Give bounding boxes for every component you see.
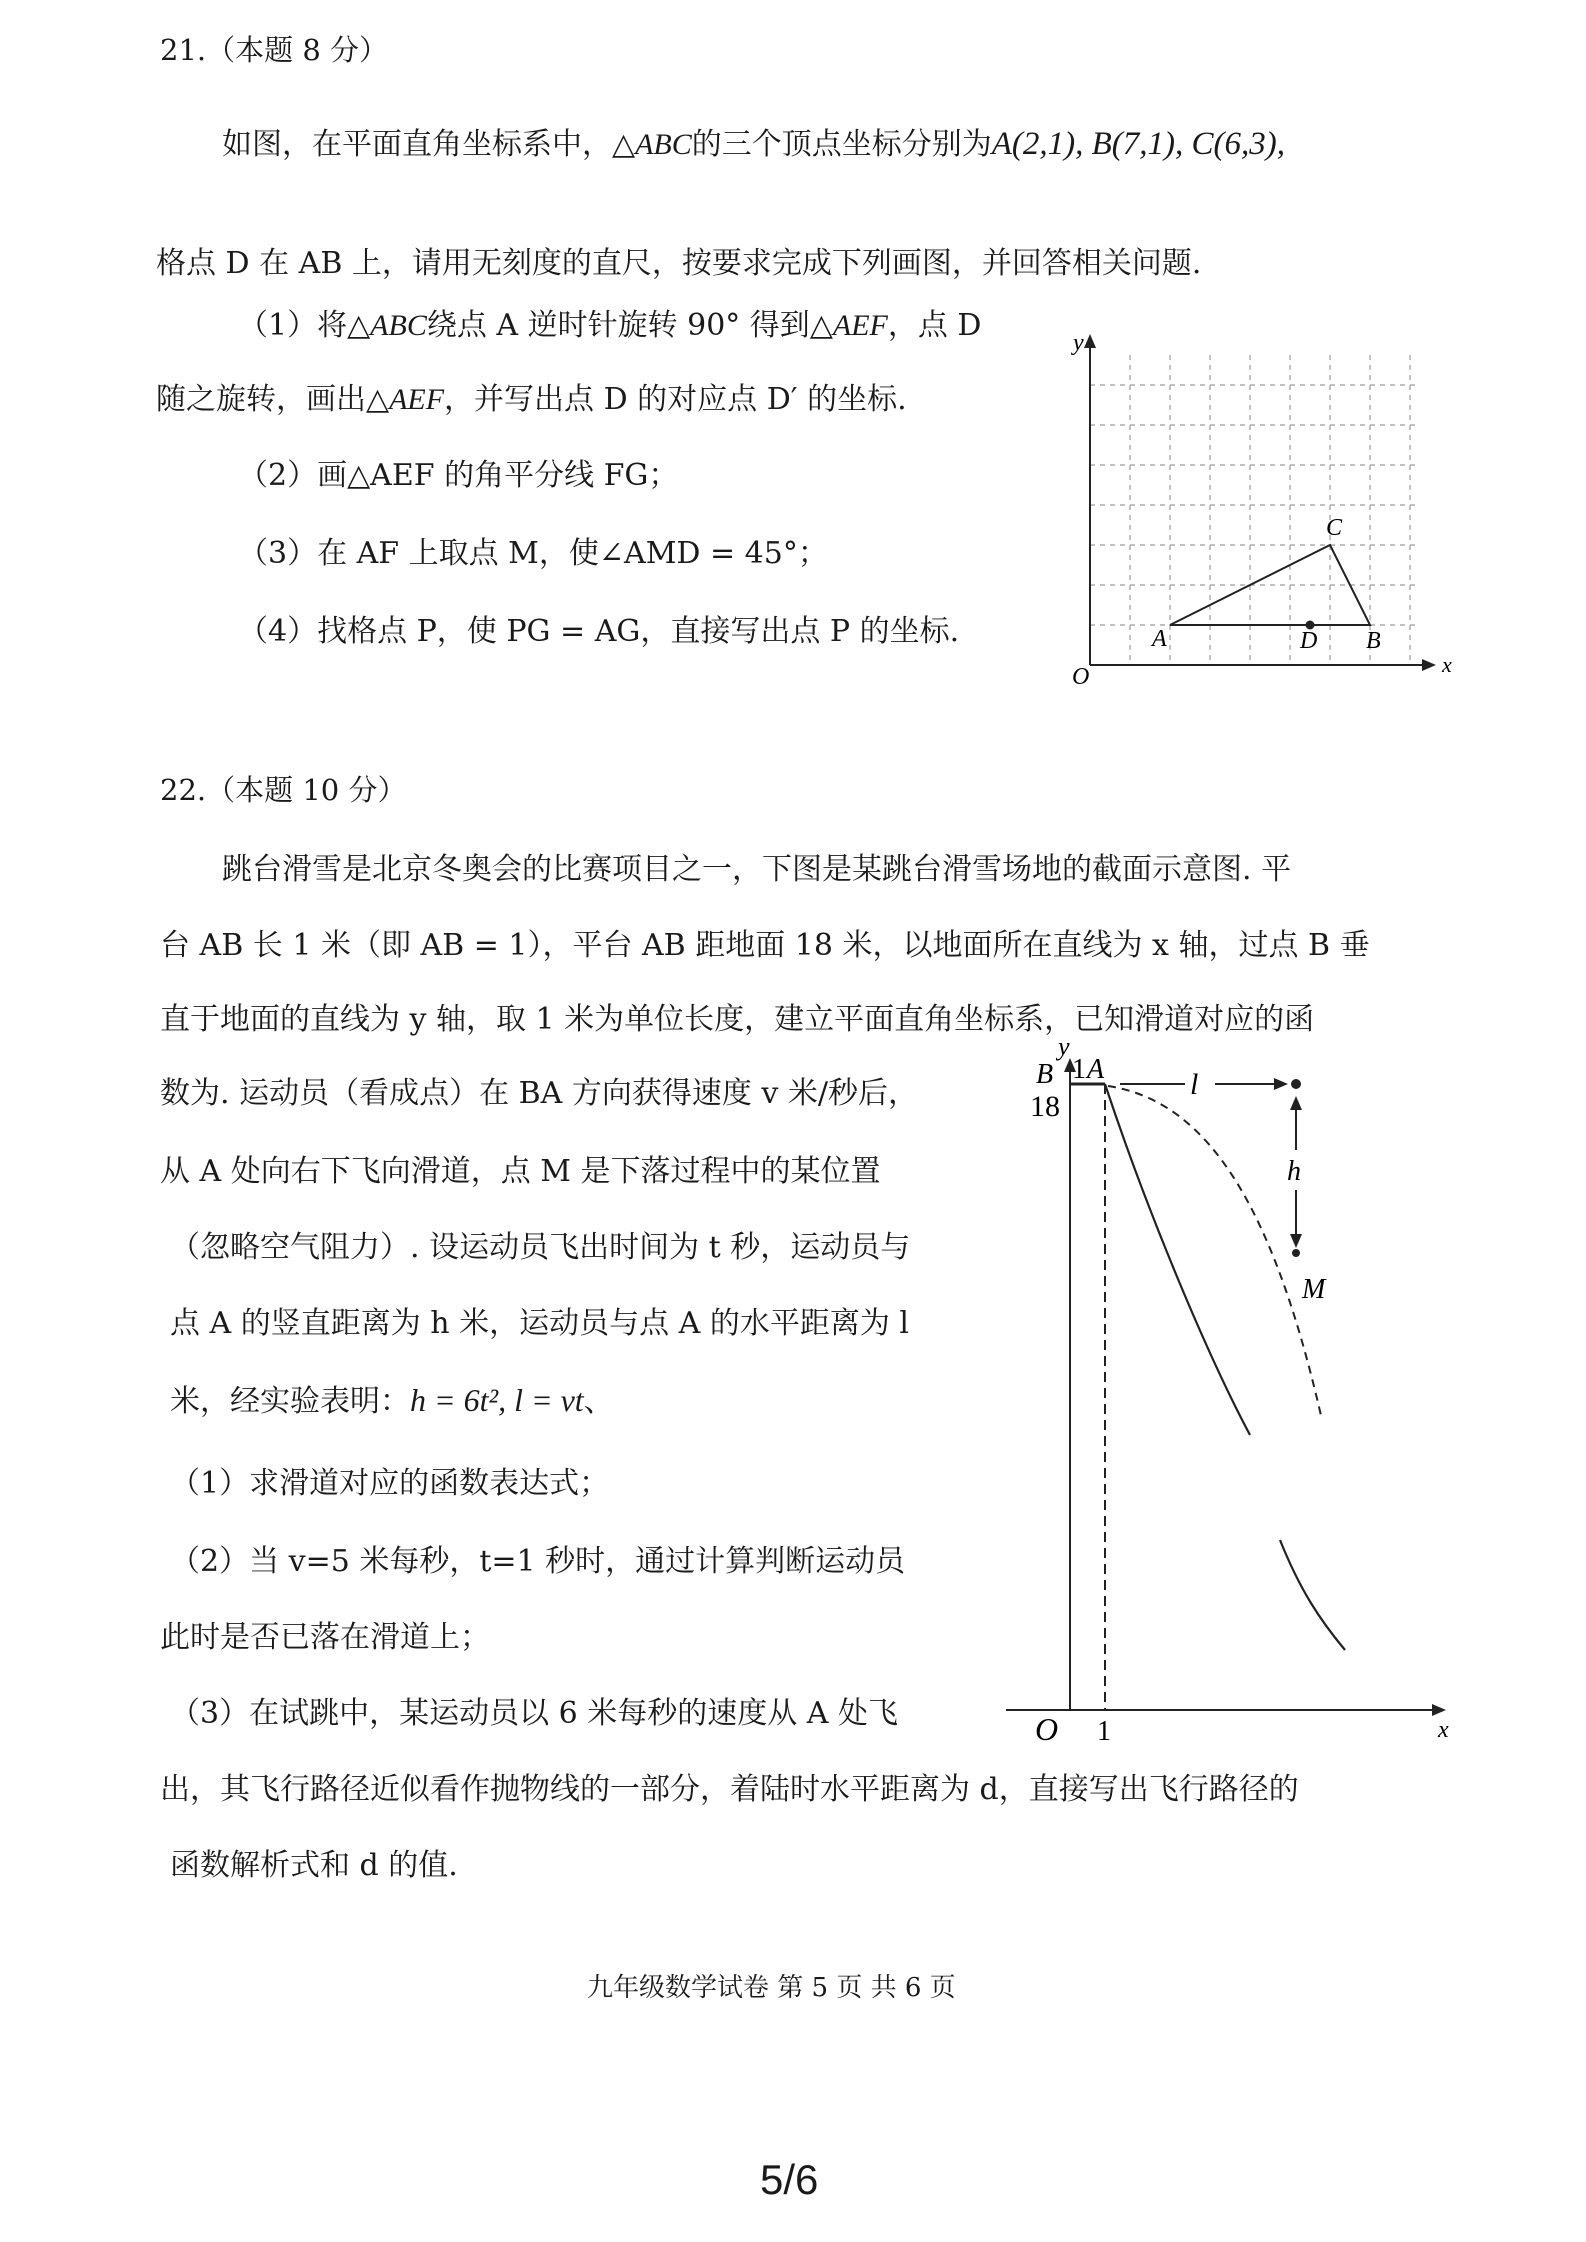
q21-label-d: D (1300, 628, 1318, 654)
q22-point-m (1292, 1249, 1300, 1257)
q22-line3: 直于地面的直线为 y 轴，取 1 米为单位长度，建立平面直角坐标系，已知滑道对应的函 (160, 1002, 1315, 1037)
q22-slide-curve (1105, 1084, 1250, 1435)
q22-label-a: A (1087, 1054, 1105, 1085)
q22-x-arrow-icon (1432, 1704, 1446, 1716)
q21-part1-line1 (238, 306, 981, 346)
q22-label-eighteen: 18 (1030, 1090, 1060, 1123)
q22-line5: 从 A 处向右下飞向滑道，点 M 是下落过程中的某位置 (160, 1154, 881, 1189)
q22-line1: 跳台滑雪是北京冬奥会的比赛项目之一，下图是某跳台滑雪场地的截面示意图. 平 (222, 852, 1292, 887)
q21-intro-line1 (222, 124, 1285, 165)
q21-part1-l2-triangle: △AEF (366, 383, 445, 416)
q21-part1-l2-text: 随之旋转，画出 (156, 382, 366, 417)
q22-line8 (170, 1380, 614, 1422)
q22-sub3-line1: （3）在试跳中，某运动员以 6 米每秒的速度从 A 处飞 (170, 1696, 898, 1731)
q21-y-label: y (1073, 330, 1084, 356)
q22-label-one-axis: 1 (1097, 1716, 1111, 1747)
q22-label-one-top: 1 (1072, 1054, 1086, 1085)
q22-sub3-line3: 函数解析式和 d 的值. (170, 1848, 458, 1883)
q21-y-arrow-icon (1084, 334, 1096, 348)
q21-part4: （4）找格点 P，使 PG = AG，直接写出点 P 的坐标. (238, 614, 960, 649)
q21-intro-text: 如图，在平面直角坐标系中， (222, 127, 612, 162)
q21-grid-lines (1090, 355, 1420, 665)
q21-part1-text-2: 绕点 A 逆时针旋转 90° 得到 (426, 308, 810, 343)
q21-part1-text-3: ，点 D (887, 308, 982, 343)
q21-part2: （2）画△AEF 的角平分线 FG； (238, 458, 679, 493)
q21-triangle-abc: △ABC (612, 128, 692, 161)
q22-origin-label: O (1035, 1711, 1059, 1747)
q22-point-top (1291, 1079, 1301, 1089)
q22-line2: 台 AB 长 1 米（即 AB = 1），平台 AB 距地面 18 米，以地面所在直线为 x 轴，过点 B 垂 (160, 928, 1370, 963)
q22-sub3-line2: 出，其飞行路径近似看作抛物线的一部分，着陆时水平距离为 d，直接写出飞行路径的 (160, 1772, 1299, 1807)
q21-part1-triangle-aef: △AEF (809, 309, 888, 342)
q22-y-label: y (1058, 1032, 1070, 1061)
q22-line4: 数为. 运动员（看成点）在 BA 方向获得速度 v 米/秒后， (160, 1076, 918, 1111)
q22-l-arrow-icon (1274, 1078, 1288, 1090)
q21-label-a: A (1152, 626, 1167, 652)
q22-heading: 22.（本题 10 分） (160, 773, 407, 807)
q21-part1-line2 (156, 380, 907, 420)
q21-grid-figure (1072, 320, 1470, 690)
q21-coordinates: A(2,1), B(7,1), C(6,3), (991, 126, 1285, 162)
q22-line7: 点 A 的竖直距离为 h 米，运动员与点 A 的水平距离为 l (170, 1306, 909, 1341)
q22-sub2-line2: 此时是否已落在滑道上； (160, 1620, 490, 1655)
q22-label-l: l (1190, 1068, 1199, 1101)
page-number: 5/6 (760, 2156, 819, 2203)
q22-label-m: M (1302, 1274, 1326, 1305)
q21-part3: （3）在 AF 上取点 M，使∠AMD = 45°； (238, 536, 828, 571)
q21-part1-l2-text-2: ，并写出点 D 的对应点 D′ 的坐标. (444, 382, 907, 417)
q21-heading: 21.（本题 8 分） (160, 33, 389, 67)
q21-x-label: x (1442, 652, 1452, 677)
q22-label-b: B (1036, 1059, 1054, 1090)
q22-label-h: h (1287, 1156, 1301, 1187)
page-footer: 九年级数学试卷 第 5 页 共 6 页 (587, 1973, 956, 2003)
q21-label-c: C (1326, 515, 1343, 541)
q21-intro-text-2: 的三个顶点坐标分别为 (691, 127, 992, 162)
q22-line8-text: 米，经实验表明： (170, 1384, 410, 1419)
q22-slide-curve-lower (1280, 1540, 1345, 1650)
q21-part1-text: （1）将 (238, 308, 348, 343)
q21-part1-triangle-abc: △ABC (347, 309, 427, 342)
q21-x-arrow-icon (1422, 659, 1436, 671)
q22-x-label: x (1438, 1717, 1449, 1743)
q22-flight-path (1108, 1086, 1322, 1420)
q22-sub2-line1: （2）当 v=5 米每秒，t=1 秒时，通过计算判断运动员 (170, 1544, 906, 1579)
q22-h-arrow-up-icon (1290, 1096, 1302, 1110)
q22-line8-tail: 、 (583, 1384, 614, 1419)
q22-sub1: （1）求滑道对应的函数表达式； (170, 1466, 610, 1501)
q22-line6: （忽略空气阻力）. 设运动员飞出时间为 t 秒，运动员与 (170, 1230, 911, 1265)
q22-ski-jump-figure (990, 1032, 1470, 1760)
q22-h-arrow-down-icon (1290, 1234, 1302, 1248)
q22-formula: h = 6t², l = vt (410, 1382, 584, 1418)
q21-intro-line2: 格点 D 在 AB 上，请用无刻度的直尺，按要求完成下列画图，并回答相关问题. (156, 246, 1202, 281)
q21-label-b: B (1366, 628, 1381, 654)
q21-origin-label: O (1072, 664, 1090, 690)
